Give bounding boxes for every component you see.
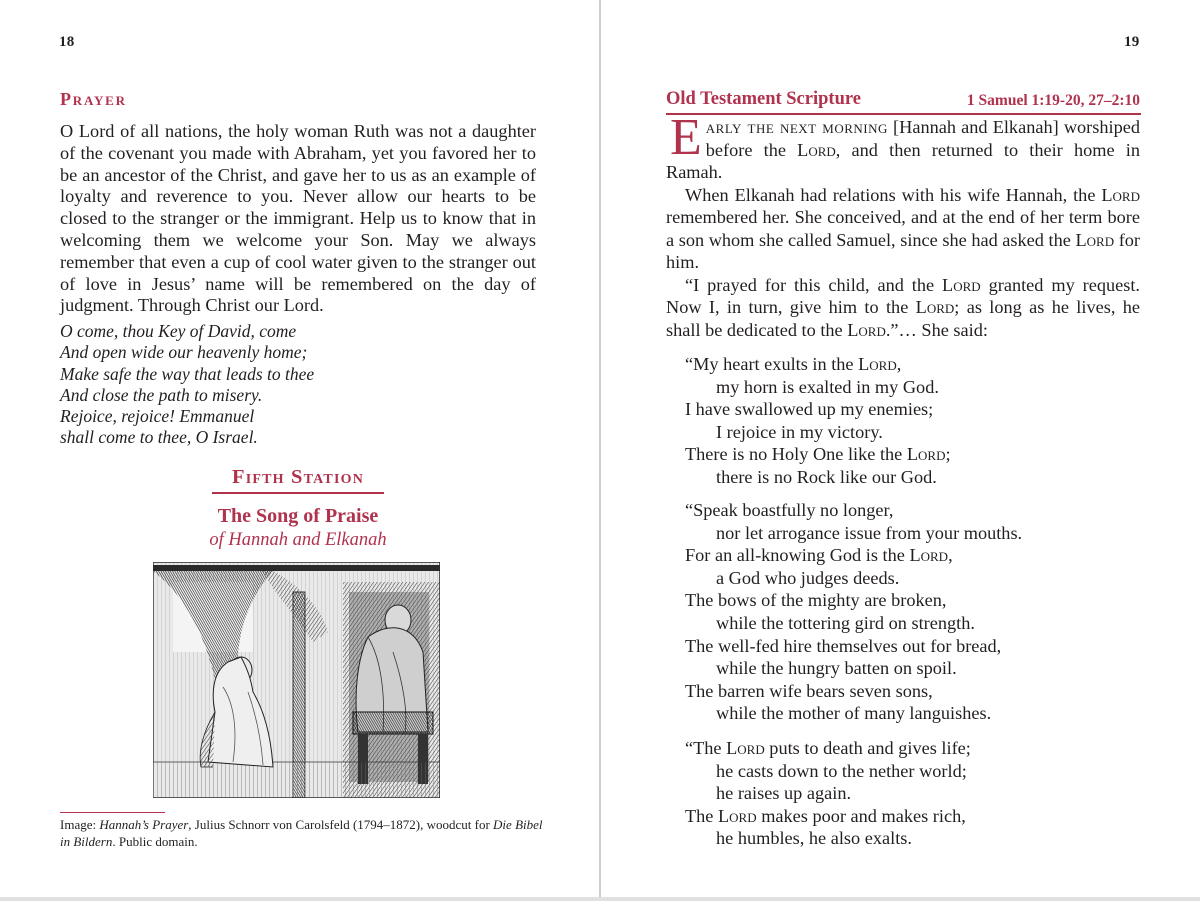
poem-line: he casts down to the nether world; — [716, 760, 967, 781]
poem-line: “The Lord puts to death and gives life; — [685, 738, 971, 758]
text-run: , and then returned to their home in Ramah. — [666, 139, 1140, 182]
text-run: for him. — [666, 229, 1141, 272]
poem-line: he raises up again. — [716, 783, 852, 804]
right-page — [601, 0, 1200, 901]
poem-line: a God who judges deeds. — [716, 567, 900, 588]
divine-name: Lord — [942, 274, 981, 295]
image-caption — [60, 817, 550, 850]
page-bottom-edge — [0, 897, 1200, 901]
poem-line: “My heart exults in the Lord, — [685, 354, 902, 374]
page-number-right: 19 — [1124, 34, 1140, 50]
poem-line: The well-fed hire themselves out for bread, — [685, 635, 1002, 656]
hymn-line: shall come to thee, O Israel. — [60, 427, 258, 448]
caption-divider — [60, 812, 165, 813]
song-subtitle: of Hannah and Elkanah — [209, 530, 387, 550]
poem-line: while the hungry batten on spoil. — [716, 658, 957, 679]
scripture-heading: Old Testament Scripture — [666, 89, 861, 109]
caption-prefix: Image: — [60, 817, 100, 832]
scripture-text — [666, 109, 1141, 341]
hymn-line: Rejoice, rejoice! Emmanuel — [60, 406, 255, 427]
text-run: [Hannah and Elkanah] worshiped before the — [705, 117, 1140, 160]
caption-book: Die Bibel in Bildern — [60, 817, 543, 849]
scripture-paragraph — [666, 109, 1140, 184]
hymn-line: O come, thou Key of David, come — [60, 321, 297, 341]
drop-cap: E — [670, 109, 702, 166]
canticle-stanza — [685, 499, 1140, 725]
hymn-line: And close the path to misery. — [60, 384, 263, 405]
station-title: Fifth Station — [212, 466, 384, 494]
woodcut-illustration — [153, 562, 440, 798]
text-run: remembered her. She conceived, and at the end of her term bore a son whom she called Samuel, since she had asked the — [666, 207, 1140, 250]
text-run: .”… She said: — [885, 319, 988, 340]
text-run: granted my request. Now I, in turn, give him to the — [666, 274, 1141, 317]
poem-line: I rejoice in my victory. — [716, 421, 883, 442]
heading-rule — [666, 113, 1141, 115]
opening-words: arly the next morning — [705, 117, 888, 137]
scripture-paragraph — [666, 184, 1140, 274]
hymn-line: Make safe the way that leads to thee — [60, 363, 315, 384]
poem-line: there is no Rock like our God. — [716, 466, 937, 487]
poem-line: he humbles, he also exalts. — [716, 828, 912, 849]
poem-line: while the mother of many languishes. — [716, 703, 992, 724]
text-run: ; as long as he lives, he shall be dedicated to the — [666, 297, 1140, 340]
prayer-heading: Prayer — [60, 89, 127, 109]
poem-line: The barren wife bears seven sons, — [685, 680, 933, 701]
poem-line: For an all-knowing God is the Lord, — [685, 545, 953, 566]
canticle-stanza — [685, 353, 1140, 489]
poem-line: The bows of the mighty are broken, — [685, 590, 947, 611]
caption-title: Hannah’s Prayer — [99, 817, 189, 832]
poem-line: while the tottering gird on strength. — [716, 612, 975, 633]
poem-line: There is no Holy One like the Lord; — [685, 444, 951, 465]
caption-suffix: . Public domain. — [112, 833, 198, 849]
hymn-line: And open wide our heavenly home; — [60, 342, 308, 363]
hymn-verse — [60, 321, 536, 449]
canticle-stanza — [685, 737, 1140, 850]
divine-name: Lord — [1101, 184, 1140, 205]
poem-line: “Speak boastfully no longer, — [685, 500, 894, 520]
scripture-paragraph — [666, 274, 1140, 342]
poem-line: The Lord makes poor and makes rich, — [685, 805, 966, 826]
poem-line: I have swallowed up my enemies; — [685, 399, 934, 420]
caption-middle: , Julius Schnorr von Carolsfeld (1794–1872), woodcut for — [188, 817, 494, 832]
text-run: “I prayed for this child, and the — [685, 274, 943, 295]
divine-name: Lord — [915, 297, 955, 317]
divine-name: Lord — [1075, 229, 1115, 250]
divine-name: Lord — [847, 319, 886, 340]
text-run: When Elkanah had relations with his wife Hannah, the — [685, 184, 1102, 205]
scripture-reference: 1 Samuel 1:19-20, 27–2:10 — [966, 92, 1140, 109]
song-title: The Song of Praise — [217, 505, 379, 527]
poem-line: nor let arrogance issue from your mouths. — [716, 522, 1023, 543]
divine-name: Lord — [797, 139, 836, 160]
prayer-text: O Lord of all nations, the holy woman Ruth was not a daughter of the covenant you made with Abraham, yet you favored her to be an ancestor of the Christ, and gave her to us as an example of loyalty and reverence to you. Never allow our hearts to be closed to the stranger or the immigrant. Help us to know that in welcoming them we welcome your Son. May we always remember that even a cup of cool water given to the stranger out of love in Jesus’ name will be remembered on the day of judgment. Through Christ our Lord. — [60, 121, 536, 316]
poem-line: my horn is exalted in my God. — [716, 376, 939, 397]
page-number-left: 18 — [59, 34, 75, 50]
